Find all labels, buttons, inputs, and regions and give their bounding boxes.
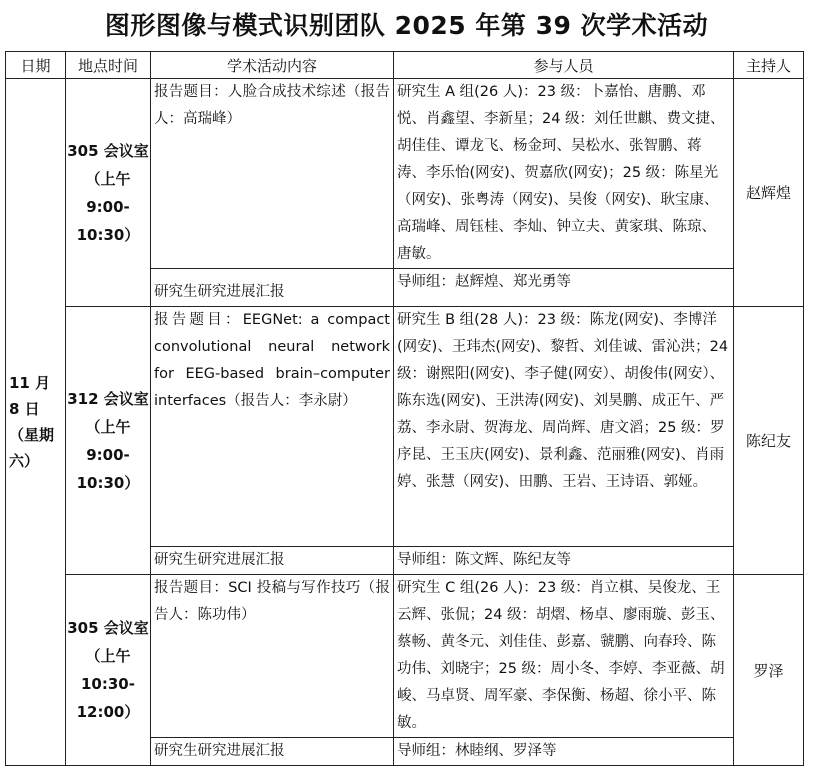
- session-3-report-row: [6, 575, 804, 738]
- header-date: 日期: [6, 52, 66, 79]
- header-host: 主持人: [734, 52, 804, 79]
- session-3-host: 罗泽: [734, 575, 804, 766]
- session-2-host: 陈纪友: [734, 307, 804, 575]
- session-1-mentors: 导师组：赵辉煌、郑光勇等: [394, 269, 734, 307]
- session-3-place-time: 305 会议室（上午 10:30-12:00）: [66, 575, 151, 766]
- session-1-report-row: [6, 79, 804, 269]
- session-3-progress: 研究生研究进展汇报: [151, 738, 394, 766]
- activity-table: [5, 51, 804, 766]
- session-2-progress: 研究生研究进展汇报: [151, 547, 394, 575]
- page-title: 图形图像与模式识别团队 2025 年第 39 次学术活动: [104, 11, 709, 40]
- session-1-members: 研究生 A 组(26 人)：23 级：卜嘉怡、唐鹏、邓悦、肖鑫望、李新星；24 级：刘任世麒、费文捷、胡佳佳、谭龙飞、杨金珂、吴松水、张智鹏、蒋涛、李乐怡(网安)、贺嘉欣(网安)；25 级：陈星光（网安)、张粤涛（网安)、吴俊（网安)、耿宝康、高瑞峰、周钰桂、李灿、钟立夫、黄家琪、陈琼、唐敏。: [394, 79, 734, 269]
- session-2-report-row: [6, 307, 804, 547]
- session-2-members: 研究生 B 组(28 人)：23 级：陈龙(网安)、李博洋(网安)、王玮杰(网安)、黎哲、刘佳诚、雷沁洪；24 级：谢熙阳(网安)、李子健(网安）、胡俊伟(网安）、陈东选(网安)、王洪涛(网安)、刘昊鹏、成正午、严荔、李永尉、贺海龙、周尚辉、唐文滔；25 级：罗序昆、王玉庆(网安)、景利鑫、范丽雅(网安)、肖雨婷、张慧（网安)、田鹏、王岩、王诗语、郭娅。: [394, 307, 734, 547]
- session-2-mentors: 导师组：陈文辉、陈纪友等: [394, 547, 734, 575]
- session-3-members: 研究生 C 组(26 人)：23 级：肖立棋、吴俊龙、王云辉、张侃；24 级：胡熠、杨卓、廖雨璇、彭玉、蔡畅、黄冬元、刘佳佳、彭嘉、虢鹏、向春玲、陈功伟、刘晓宇；25 级：周小冬、李婷、李亚薇、胡峻、马卓贤、周军豪、李保衡、杨超、徐小平、陈敏。: [394, 575, 734, 738]
- header-participants: 参与人员: [394, 52, 734, 79]
- session-1-report: 报告题目：人脸合成技术综述（报告人：高瑞峰）: [151, 79, 394, 269]
- session-3-report: 报告题目：SCI 投稿与写作技巧（报告人：陈功伟）: [151, 575, 394, 738]
- header-content: 学术活动内容: [151, 52, 394, 79]
- date-cell: 11 月 8 日（星期六）: [6, 79, 66, 766]
- session-1-place-time: 305 会议室（上午 9:00-10:30）: [66, 79, 151, 307]
- session-1-progress: 研究生研究进展汇报: [151, 269, 394, 307]
- session-2-report: 报告题目：EEGNet: a compact convolutional neural network for EEG-based brain–computer interfaces（报告人：李永尉）: [151, 307, 394, 547]
- header-place-time: 地点时间: [66, 52, 151, 79]
- session-2-place-time: 312 会议室（上午 9:00-10:30）: [66, 307, 151, 575]
- session-1-host: 赵辉煌: [734, 79, 804, 307]
- header-row: [6, 52, 804, 79]
- session-3-mentors: 导师组：林睦纲、罗泽等: [394, 738, 734, 766]
